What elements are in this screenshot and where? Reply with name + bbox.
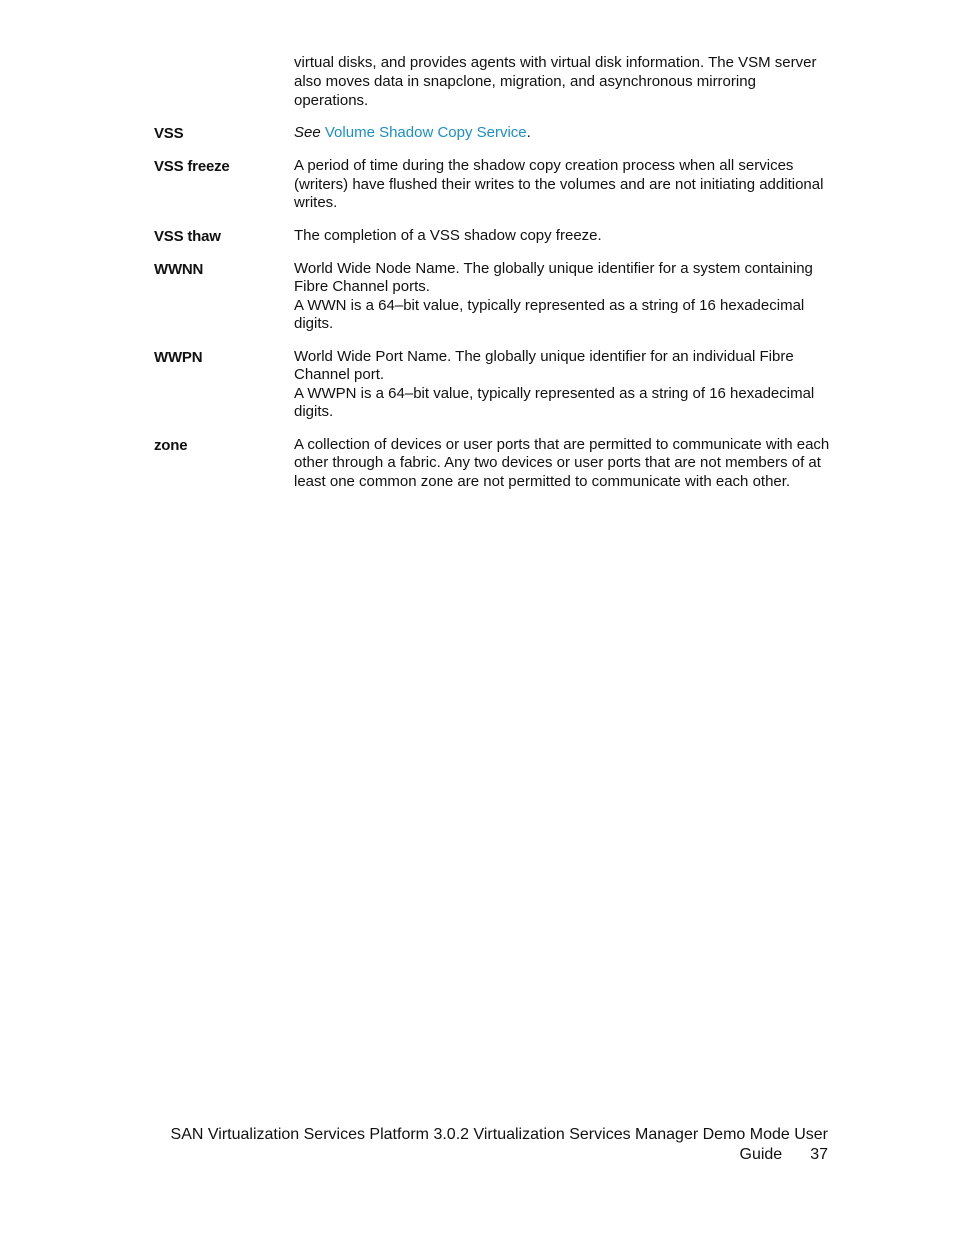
glossary-term: WWNN — [154, 260, 204, 278]
footer-document-title-continued: Guide — [739, 1145, 783, 1163]
glossary-entry-zone — [154, 436, 830, 492]
footer-document-title: SAN Virtualization Services Platform 3.0.2 Virtualization Services Manager Demo Mode User — [170, 1126, 828, 1143]
continued-definition: virtual disks, and provides agents with virtual disk information. The VSM server also moves data in snapclone, migration, and asynchronous mirroring operations. — [294, 54, 817, 109]
glossary-definition — [294, 348, 830, 422]
glossary-term: VSS — [154, 125, 184, 142]
glossary-list — [154, 53, 830, 505]
definition-paragraph: World Wide Port Name. The globally unique identifier for an individual Fibre Channel port. — [294, 347, 794, 383]
definition-paragraph: The completion of a VSS shadow copy freeze. — [294, 226, 602, 244]
definition-paragraph: A collection of devices or user ports that are permitted to communicate with each other through a fabric. Any two devices or user ports that are not members of at least one common zone are not permitted to communicate with each other. — [294, 435, 830, 490]
glossary-definition — [294, 157, 830, 213]
glossary-term: zone — [154, 436, 188, 454]
glossary-definition — [294, 436, 830, 492]
definition-paragraph: A WWN is a 64–bit value, typically represented as a string of 16 hexadecimal digits. — [294, 296, 805, 332]
glossary-term: VSS freeze — [154, 158, 230, 175]
footer-second-line — [148, 1145, 828, 1165]
link-punctuation: . — [526, 124, 531, 141]
glossary-definition — [294, 227, 830, 246]
glossary-entry-wwnn — [154, 260, 830, 334]
page-footer — [148, 1125, 828, 1164]
glossary-term: VSS thaw — [154, 227, 221, 245]
glossary-entry-vss — [154, 124, 830, 143]
glossary-entry-wwpn — [154, 348, 830, 422]
definition-paragraph: World Wide Node Name. The globally unique identifier for a system containing Fibre Channel ports. — [294, 259, 813, 295]
glossary-entry-vss-freeze — [154, 157, 830, 213]
page-number: 37 — [810, 1145, 828, 1163]
glossary-definition — [294, 124, 830, 143]
see-label: See — [294, 124, 321, 141]
glossary-term: WWPN — [154, 348, 203, 366]
definition-paragraph: A WWPN is a 64–bit value, typically represented as a string of 16 hexadecimal digits. — [294, 384, 815, 420]
glossary-entry-vss-thaw — [154, 227, 830, 246]
glossary-definition — [294, 260, 830, 334]
volume-shadow-copy-service-link[interactable]: Volume Shadow Copy Service — [324, 124, 527, 141]
definition-paragraph: A period of time during the shadow copy creation process when all services (writers) have flushed their writes to the volumes and are not initiating additional writes. — [294, 157, 824, 211]
